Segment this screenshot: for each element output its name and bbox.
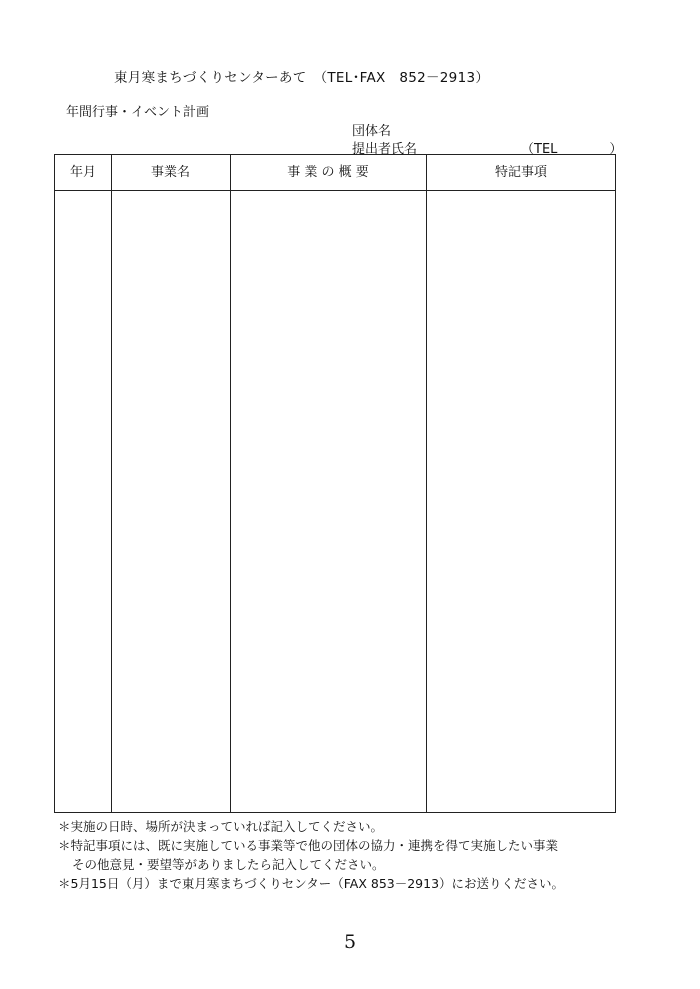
note-item: ＊特記事項には、既に実施している事業等で他の団体の協力・連携を得て実施したい事業	[58, 838, 559, 853]
column-header-special-notes: 特記事項	[494, 165, 547, 180]
special-notes-entry-area[interactable]	[427, 191, 615, 812]
event-plan-table	[54, 154, 616, 813]
column-header-event-summary: 事 業 の 概 要	[287, 165, 369, 180]
organization-name-label: 団体名	[352, 124, 392, 139]
page-number: 5	[343, 931, 357, 953]
telephone-label: （TEL ）	[521, 142, 623, 157]
note-item: ＊5月15日（月）まで東月寒まちづくりセンター（FAX 853－2913）にお送りください。	[58, 876, 565, 891]
column-header-event-name: 事業名	[150, 165, 190, 180]
note-item: その他意見・要望等がありましたら記入してください。	[72, 857, 385, 872]
note-item: ＊実施の日時、場所が決まっていれば記入してください。	[58, 819, 384, 834]
submitter-name-label: 提出者氏名	[352, 142, 418, 157]
column-header-year-month: 年月	[69, 165, 96, 180]
recipient-header: 東月寒まちづくりセンターあて （TEL･FAX 852－2913）	[114, 70, 490, 86]
event-name-entry-area[interactable]	[112, 191, 230, 812]
year-month-entry-area[interactable]	[55, 191, 111, 812]
document-title: 年間行事・イベント計画	[66, 105, 210, 120]
instruction-notes	[58, 817, 564, 893]
event-summary-entry-area[interactable]	[231, 191, 426, 812]
